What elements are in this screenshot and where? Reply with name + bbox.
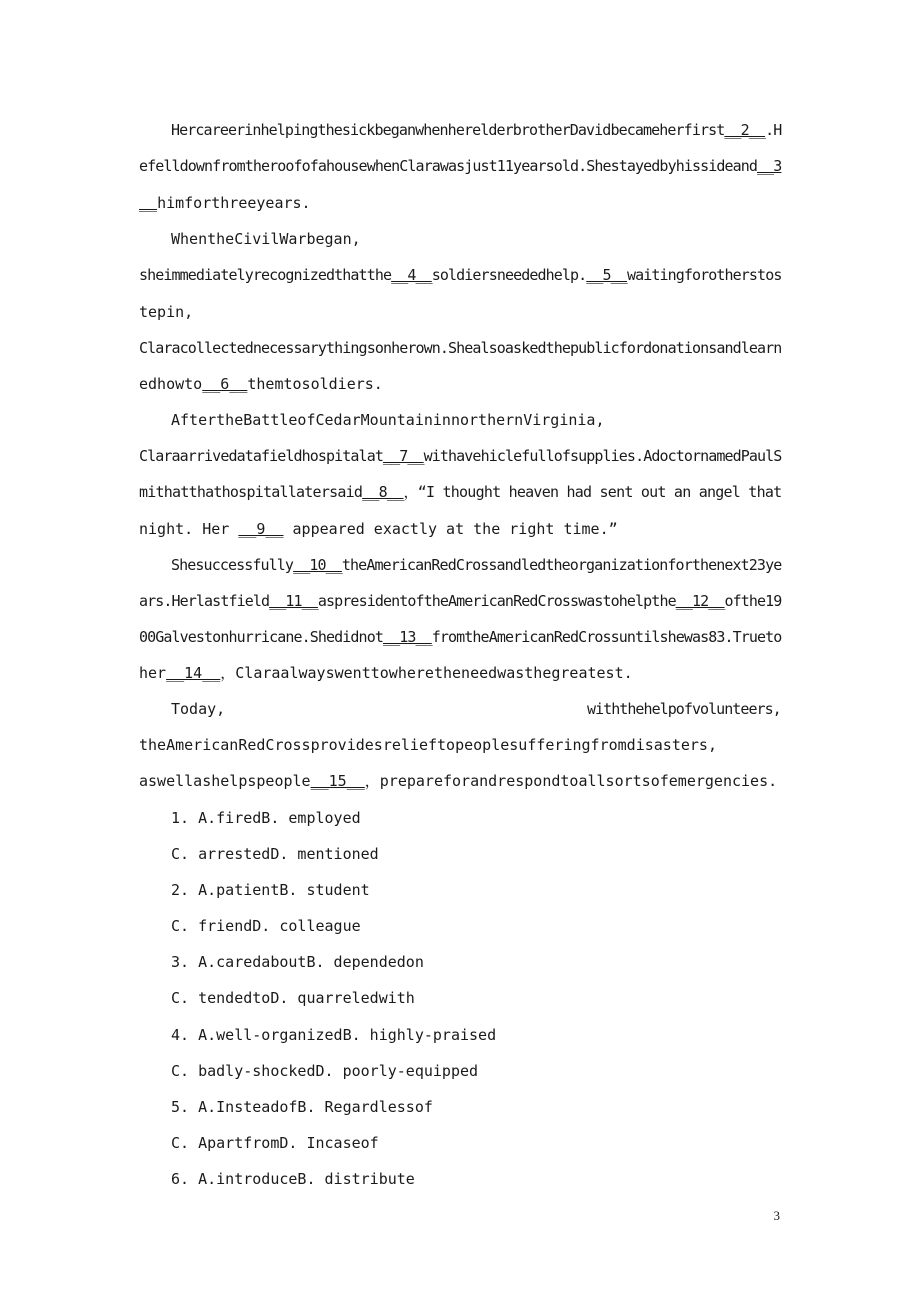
blank-15: __15__ [310,772,365,790]
text-run: theAmericanRedCrossandledtheorganizationforthenext23ye [341,556,782,574]
passage-line [139,627,781,647]
text-run: edhowto [139,375,203,393]
passage-line [139,771,777,791]
blank-8: __8__ [362,483,404,501]
passage-line [139,591,781,611]
option-line: C. friendD. colleague [171,917,361,935]
text-run: themtosoldiers. [247,375,383,393]
blank-12: __12__ [675,592,725,610]
text-run: her [139,664,167,682]
option-line: 4. A.well-organizedB. highly-praised [171,1026,497,1044]
text-run: ars.Herlastfield [139,592,270,610]
blank-7: __7__ [382,447,424,465]
text-run: sheimmediatelyrecognizedthatthe [139,266,392,284]
passage-line [139,374,383,394]
blank-2: __2__ [724,121,766,139]
text-run: ，Claraalwayswenttowheretheneedwasthegreatest. [220,664,633,682]
passage-line [139,482,781,502]
text-run: Claracollectednecessarythingsonherown.Shealsoaskedthepublicfordonationsandlearn [139,339,782,357]
text-run: aspresidentoftheAmericanRedCrosswastohelpthe [317,592,676,610]
passage-line [171,120,781,140]
option-line: 2. A.patientB. student [171,881,370,899]
text-run: night. Her [139,520,239,538]
passage-line [139,519,618,539]
passage-line [139,663,633,683]
text-run: withavehiclefullofsupplies.AdoctornamedPaulS [423,447,782,465]
option-line: C. arrestedD. mentioned [171,845,379,863]
option-line: C. tendedtoD. quarreledwith [171,989,415,1007]
text-run: 00Galvestonhurricane.Shedidnot [139,628,383,646]
passage-line [171,555,781,575]
text-run: waitingforotherstos [626,266,782,284]
option-line: C. badly-shockedD. poorly-equipped [171,1062,479,1080]
blank-6: __6__ [202,375,248,393]
text-run: Claraarrivedatafieldhospitalat [139,447,383,465]
blank-3: __3 [757,157,782,175]
page-number: 3 [773,1208,780,1223]
text-run: theAmericanRedCrossprovidesrelieftopeoplesufferingfromdisasters, [139,736,717,754]
text-run: withthehelpofvolunteers, [587,700,781,718]
blank-4: __4__ [391,266,432,284]
passage-line [139,302,193,322]
option-line: 1. A.firedB. employed [171,809,361,827]
text-run: appeared exactly at the right time.” [283,520,618,538]
blank-9: __9__ [238,520,284,538]
text-run: HercareerinhelpingthesickbeganwhenherelderbrotherDavidbecameherfirst [171,121,725,139]
option-line: 5. A.InsteadofB. Regardlessof [171,1098,433,1116]
text-run: himforthreeyears. [157,194,311,212]
text-run: .H [765,121,782,139]
text-run: fromtheAmericanRedCrossuntilshewas83.Trueto [431,628,782,646]
passage-line [171,699,225,719]
blank-14: __14__ [166,664,221,682]
text-run: ofthe19 [724,592,782,610]
passage-line [587,699,781,719]
text-run: tepin, [139,303,194,321]
blank-11: __11__ [269,592,318,610]
text-run: ，prepareforandrespondtoallsortsofemergencies. [364,772,778,790]
text-run: aswellashelpspeople [139,772,311,790]
text-run: AftertheBattleofCedarMountaininnorthernVirginia, [171,411,605,429]
option-line: 6. A.introduceB. distribute [171,1170,415,1188]
text-run: efelldownfromtheroofofahousewhenClarawasjust11yearsold.Shestayedbyhissideand [139,157,758,175]
passage-line [139,193,311,213]
passage-line [139,735,717,755]
option-line: C. ApartfromD. Incaseof [171,1134,379,1152]
blank-13: __13__ [382,628,432,646]
passage-line [139,338,781,358]
passage-line [171,229,361,249]
text-run: ，“I thought heaven had sent out an angel that [403,483,782,501]
text-run: Shesuccessfully [171,556,294,574]
text-run: Today, [171,700,226,718]
passage-line [139,446,781,466]
passage-line [139,265,781,285]
text-run: mithatthathospitallatersaid [139,483,363,501]
text-run: soldiersneededhelp. [431,266,587,284]
passage-line [139,156,781,176]
blank-5: __5__ [586,266,627,284]
blank-10: __10__ [293,556,342,574]
option-line: 3. A.caredaboutB. dependedon [171,953,424,971]
text-run: WhentheCivilWarbegan, [171,230,361,248]
passage-line [171,410,604,430]
blank-3-tail: __ [139,194,158,212]
